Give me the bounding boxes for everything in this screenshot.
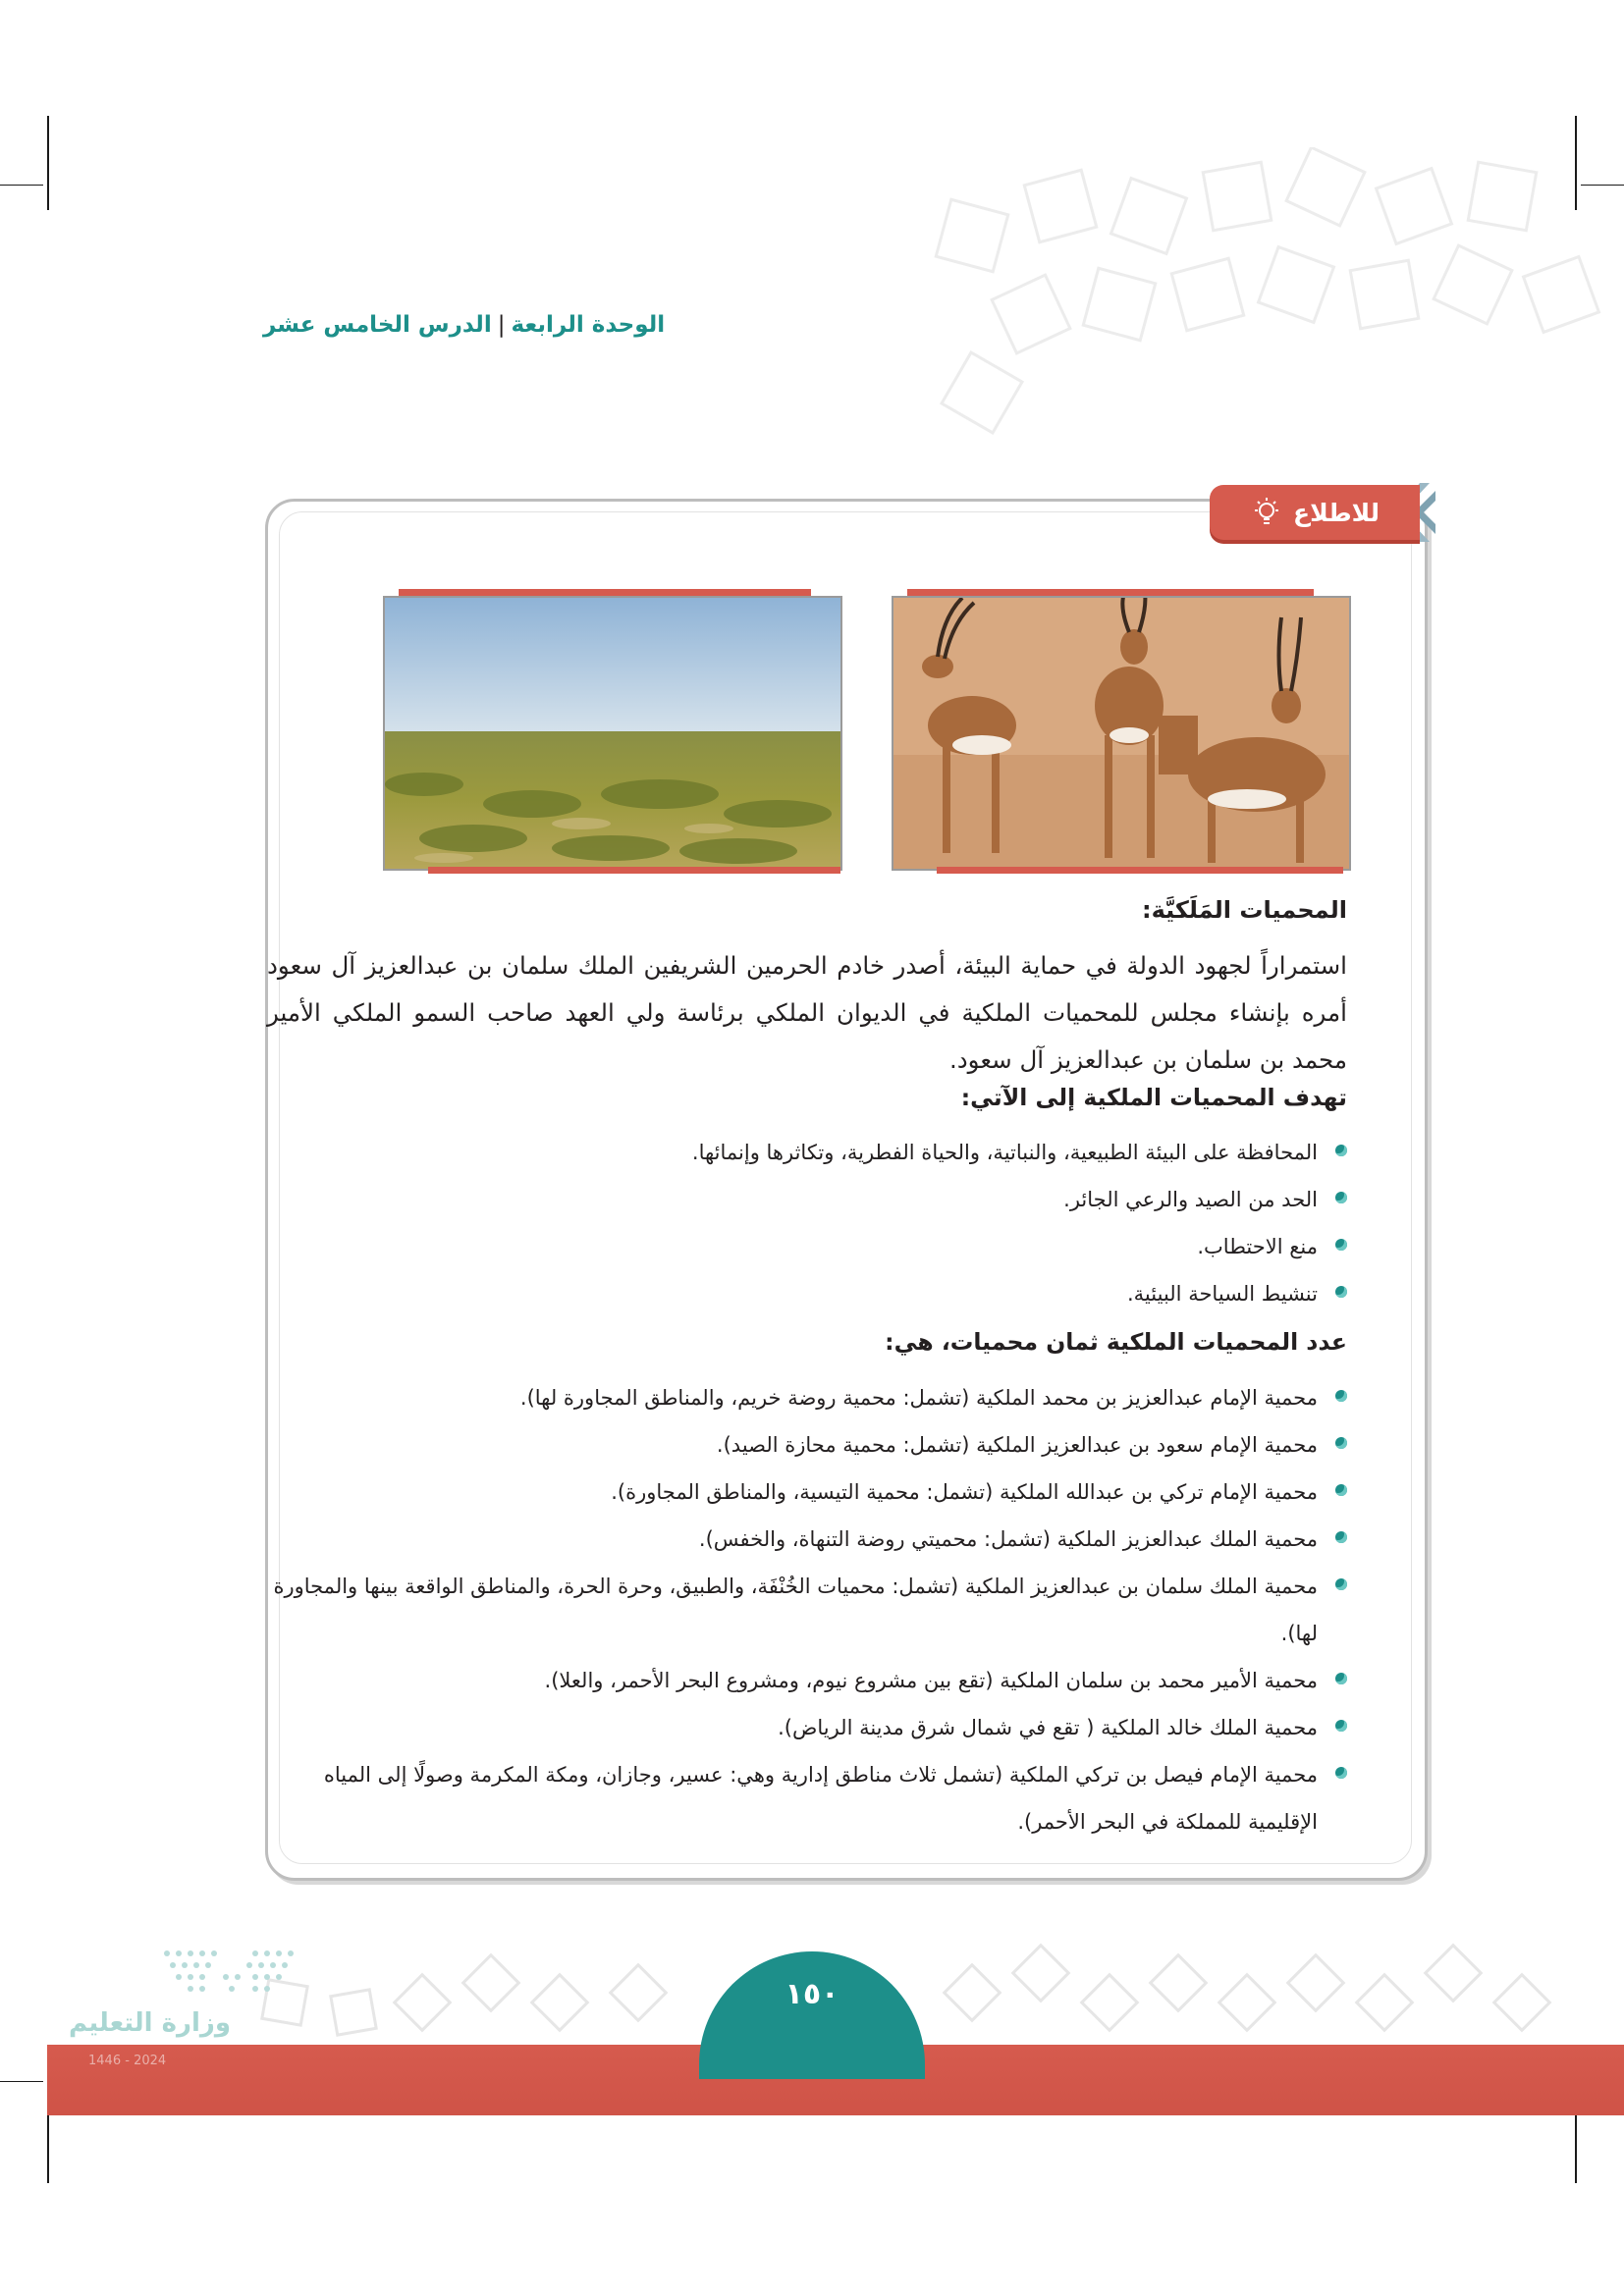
unit-label: الوحدة الرابعة: [511, 312, 666, 338]
list-item: الحد من الصيد والرعي الجائر.: [267, 1176, 1347, 1223]
section-title: المحميات المَلَكيَّة:: [1141, 896, 1347, 924]
photo-bottom-bar: [428, 867, 840, 874]
list-item: محمية الإمام عبدالعزيز بن محمد الملكية (تشمل: محمية روضة خريم، والمناطق المجاورة لها).: [267, 1374, 1347, 1421]
page-header: [263, 312, 676, 338]
list-item: محمية الملك خالد الملكية ( تقع في شمال شرق مدينة الرياض).: [267, 1704, 1347, 1751]
ministry-name: وزارة التعليم: [69, 2008, 231, 2038]
header-separator: |: [497, 312, 506, 338]
list-item: محمية الإمام سعود بن عبدالعزيز الملكية (تشمل: محمية محازة الصيد).: [267, 1421, 1347, 1468]
list-item: محمية الملك عبدالعزيز الملكية (تشمل: محميتي روضة التنهاة، والخفس).: [267, 1516, 1347, 1563]
list-item: المحافظة على البيئة الطبيعية، والنباتية، والحياة الفطرية، وتكاثرها وإنمائها.: [267, 1129, 1347, 1176]
reserves-heading: عدد المحميات الملكية ثمان محميات، هي:: [885, 1328, 1347, 1356]
ministry-logo: [69, 1944, 304, 2068]
lightbulb-icon: [1250, 496, 1283, 529]
list-item: محمية الإمام فيصل بن تركي الملكية (تشمل ثلاث مناطق إدارية وهي: عسير، وجازان، ومكة المكرمة وصولًا إلى المياه الإقليمية للمملكة في البحر الأحمر).: [267, 1751, 1347, 1845]
list-item: محمية الملك سلمان بن عبدالعزيز الملكية (تشمل: محميات الخُنْفَة، والطبيق، وحرة الحرة، والمناطق الواقعة بينها والمجاورة لها).: [267, 1563, 1347, 1657]
photo-top-bar: [907, 589, 1314, 596]
intro-paragraph: استمراراً لجهود الدولة في حماية البيئة، أصدر خادم الحرمين الشريفين الملك سلمان بن عبدالعزيز آل سعود أمره بإنشاء مجلس للمحميات الملكية في الديوان الملكي برئاسة ولي العهد صاحب السمو الملكي الأمير محمد بن سلمان بن عبدالعزيز آل سعود.: [267, 951, 1347, 1074]
lesson-label: الدرس الخامس عشر: [263, 312, 492, 338]
list-item: محمية الأمير محمد بن سلمان الملكية (تقع بين مشروع نيوم، ومشروع البحر الأحمر، والعلا).: [267, 1657, 1347, 1704]
for-information-tab: [1210, 485, 1420, 540]
gazelles-photo: [892, 596, 1351, 871]
page-number: ١٥٠: [785, 1977, 839, 2011]
photo-top-bar: [399, 589, 811, 596]
list-item: تنشيط السياحة البيئية.: [267, 1270, 1347, 1317]
crop-mark: [0, 2081, 43, 2082]
tab-label: للاطلاع: [1293, 498, 1380, 527]
decorative-pattern: [245, 1924, 1620, 2052]
goals-heading: تهدف المحميات الملكية إلى الآتي:: [960, 1084, 1347, 1111]
crop-mark: [0, 185, 43, 186]
photo-bottom-bar: [937, 867, 1343, 874]
reserves-list: [267, 1374, 1347, 1845]
crop-mark: [47, 116, 49, 210]
ministry-dots-icon: [157, 1944, 304, 2002]
ministry-year: 2024 - 1446: [88, 2054, 167, 2068]
decorative-pattern: [923, 147, 1610, 442]
steppe-photo: [383, 596, 842, 871]
list-item: محمية الإمام تركي بن عبدالله الملكية (تشمل: محمية التيسية، والمناطق المجاورة).: [267, 1468, 1347, 1516]
goals-list: [267, 1129, 1347, 1317]
list-item: منع الاحتطاب.: [267, 1223, 1347, 1270]
